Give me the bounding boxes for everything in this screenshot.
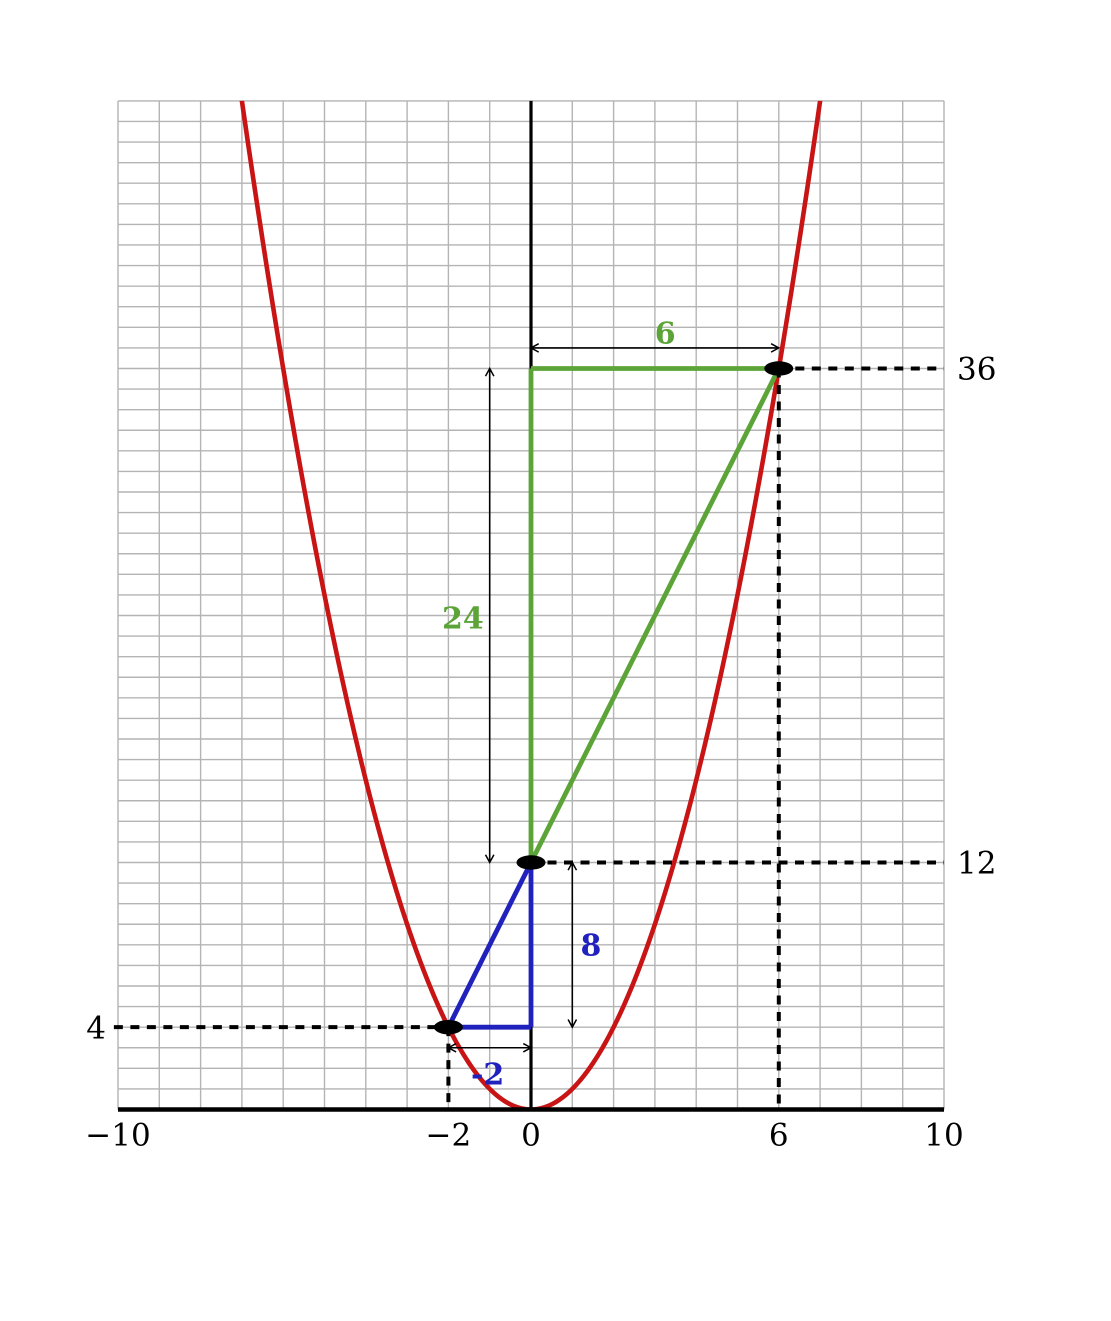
point-dot	[434, 1020, 463, 1034]
y-value-label: 4	[86, 1010, 106, 1047]
x-tick-label: −10	[85, 1117, 151, 1154]
point-dot	[517, 855, 546, 869]
measure-label: 6	[654, 316, 676, 352]
x-tick-label: 10	[924, 1117, 964, 1154]
y-value-label: 12	[957, 845, 997, 882]
x-tick-label: −2	[425, 1117, 472, 1154]
measure-label: 24	[441, 601, 484, 637]
y-value-label: 36	[957, 351, 997, 388]
measure-label: -2	[470, 1057, 505, 1093]
point-dot	[764, 361, 793, 375]
measure-label: 8	[580, 928, 602, 964]
x-tick-label: 6	[768, 1117, 789, 1154]
x-tick-label: 0	[521, 1117, 541, 1154]
